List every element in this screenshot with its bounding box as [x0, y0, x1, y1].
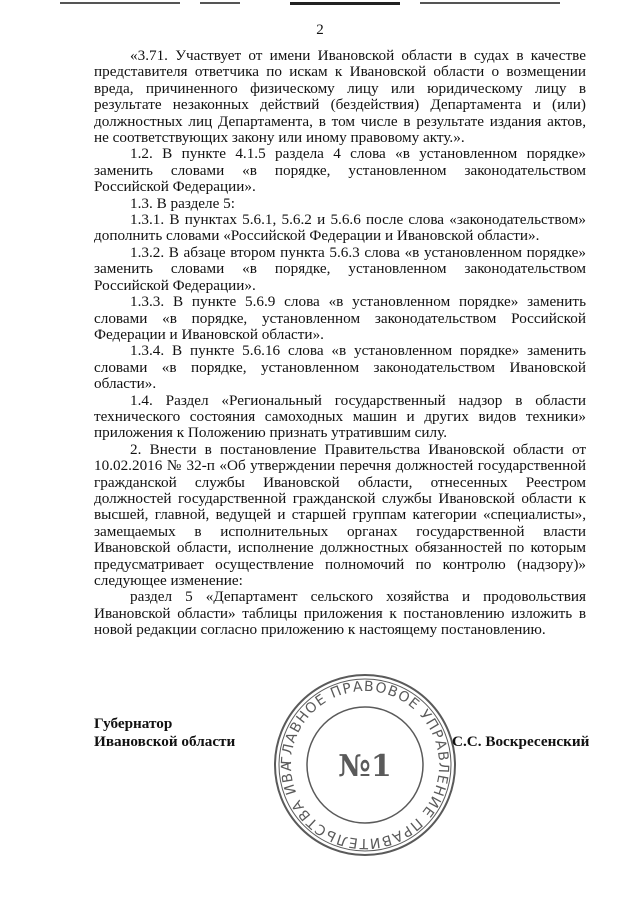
paragraph-section-5: раздел 5 «Департамент сельского хозяйства и продовольствия Ивановской области» таблицы приложения к постановлению изложить в новой редакции согласно приложению к настоящему постановлению. [94, 588, 586, 639]
position-line-2: Ивановской области [94, 733, 236, 750]
signatory-position [94, 715, 235, 751]
paragraph-1-2: 1.2. В пункте 4.1.5 раздела 4 слова «в установленном порядке» заменить словами «в порядке, установленном законодательством Российской Федерации». [94, 145, 586, 196]
official-stamp [272, 672, 458, 858]
position-line-1: Губернатор [94, 715, 173, 732]
paragraph-1-3: 1.3. В разделе 5: [130, 194, 235, 212]
paragraph-2: 2. Внести в постановление Правительства Ивановской области от 10.02.2016 № 32-п «Об утверждении перечня должностей государственной гражданской службы Ивановской области, отнесенных Реестром должностей государственной гражданской службы Ивановской области к высшей, главной, ведущей и старшей группам категории «специалисты», замещаемых в исполнительных органах государственной власти Ивановской области, исполнение должностных обязанностей по которым предусматривает осуществление полномочий по контролю (надзору)» следующее изменение: [94, 440, 586, 589]
page-number: 2 [316, 22, 324, 38]
stamp-graphic [272, 672, 458, 858]
paragraph-1-3-4: 1.3.4. В пункте 5.6.16 слова «в установленном порядке» заменить словами «в порядке, установленном законодательством Ивановской области». [94, 342, 586, 393]
paragraph-1-3-2: 1.3.2. В абзаце втором пункта 5.6.3 слова «в установленном порядке» заменить словами «в порядке, установленном законодательством Российской Федерации». [94, 243, 586, 294]
paragraph-1-4: 1.4. Раздел «Региональный государственный надзор в области технического состояния самоходных машин и других видов техники» приложения к Положению признать утратившим силу. [94, 391, 586, 442]
document-body [94, 48, 586, 639]
stamp-outer-text: ГЛАВНОЕ ПРАВОВОЕ УПРАВЛЕНИЕ ПРАВИТЕЛЬСТВА ИВА [278, 678, 452, 852]
stamp-center-text: №1 [338, 749, 392, 784]
paragraph-1-3-3: 1.3.3. В пункте 5.6.9 слова «в установленном порядке» заменить словами «в порядке, установленном законодательством Российской Федерации и Ивановской области». [94, 293, 586, 343]
paragraph-1-3-1: 1.3.1. В пунктах 5.6.1, 5.6.2 и 5.6.6 после слова «законодательством» дополнить словами «Российской Федерации и Ивановской области». [94, 211, 586, 245]
signatory-name: С.С. Воскресенский [452, 733, 590, 750]
scan-artifact-line [0, 0, 640, 6]
paragraph-3-71: «3.71. Участвует от имени Ивановской области в судах в качестве представителя ответчика по искам к Ивановской области о возмещении вреда, причиненного физическому лицу или юридическому лицу в результате незаконных действий (бездействия) Департамента и (или) должностных лиц Департамента, в том числе в результате издания актов, не соответствующих закону или иному правовому акту.». [94, 47, 586, 147]
